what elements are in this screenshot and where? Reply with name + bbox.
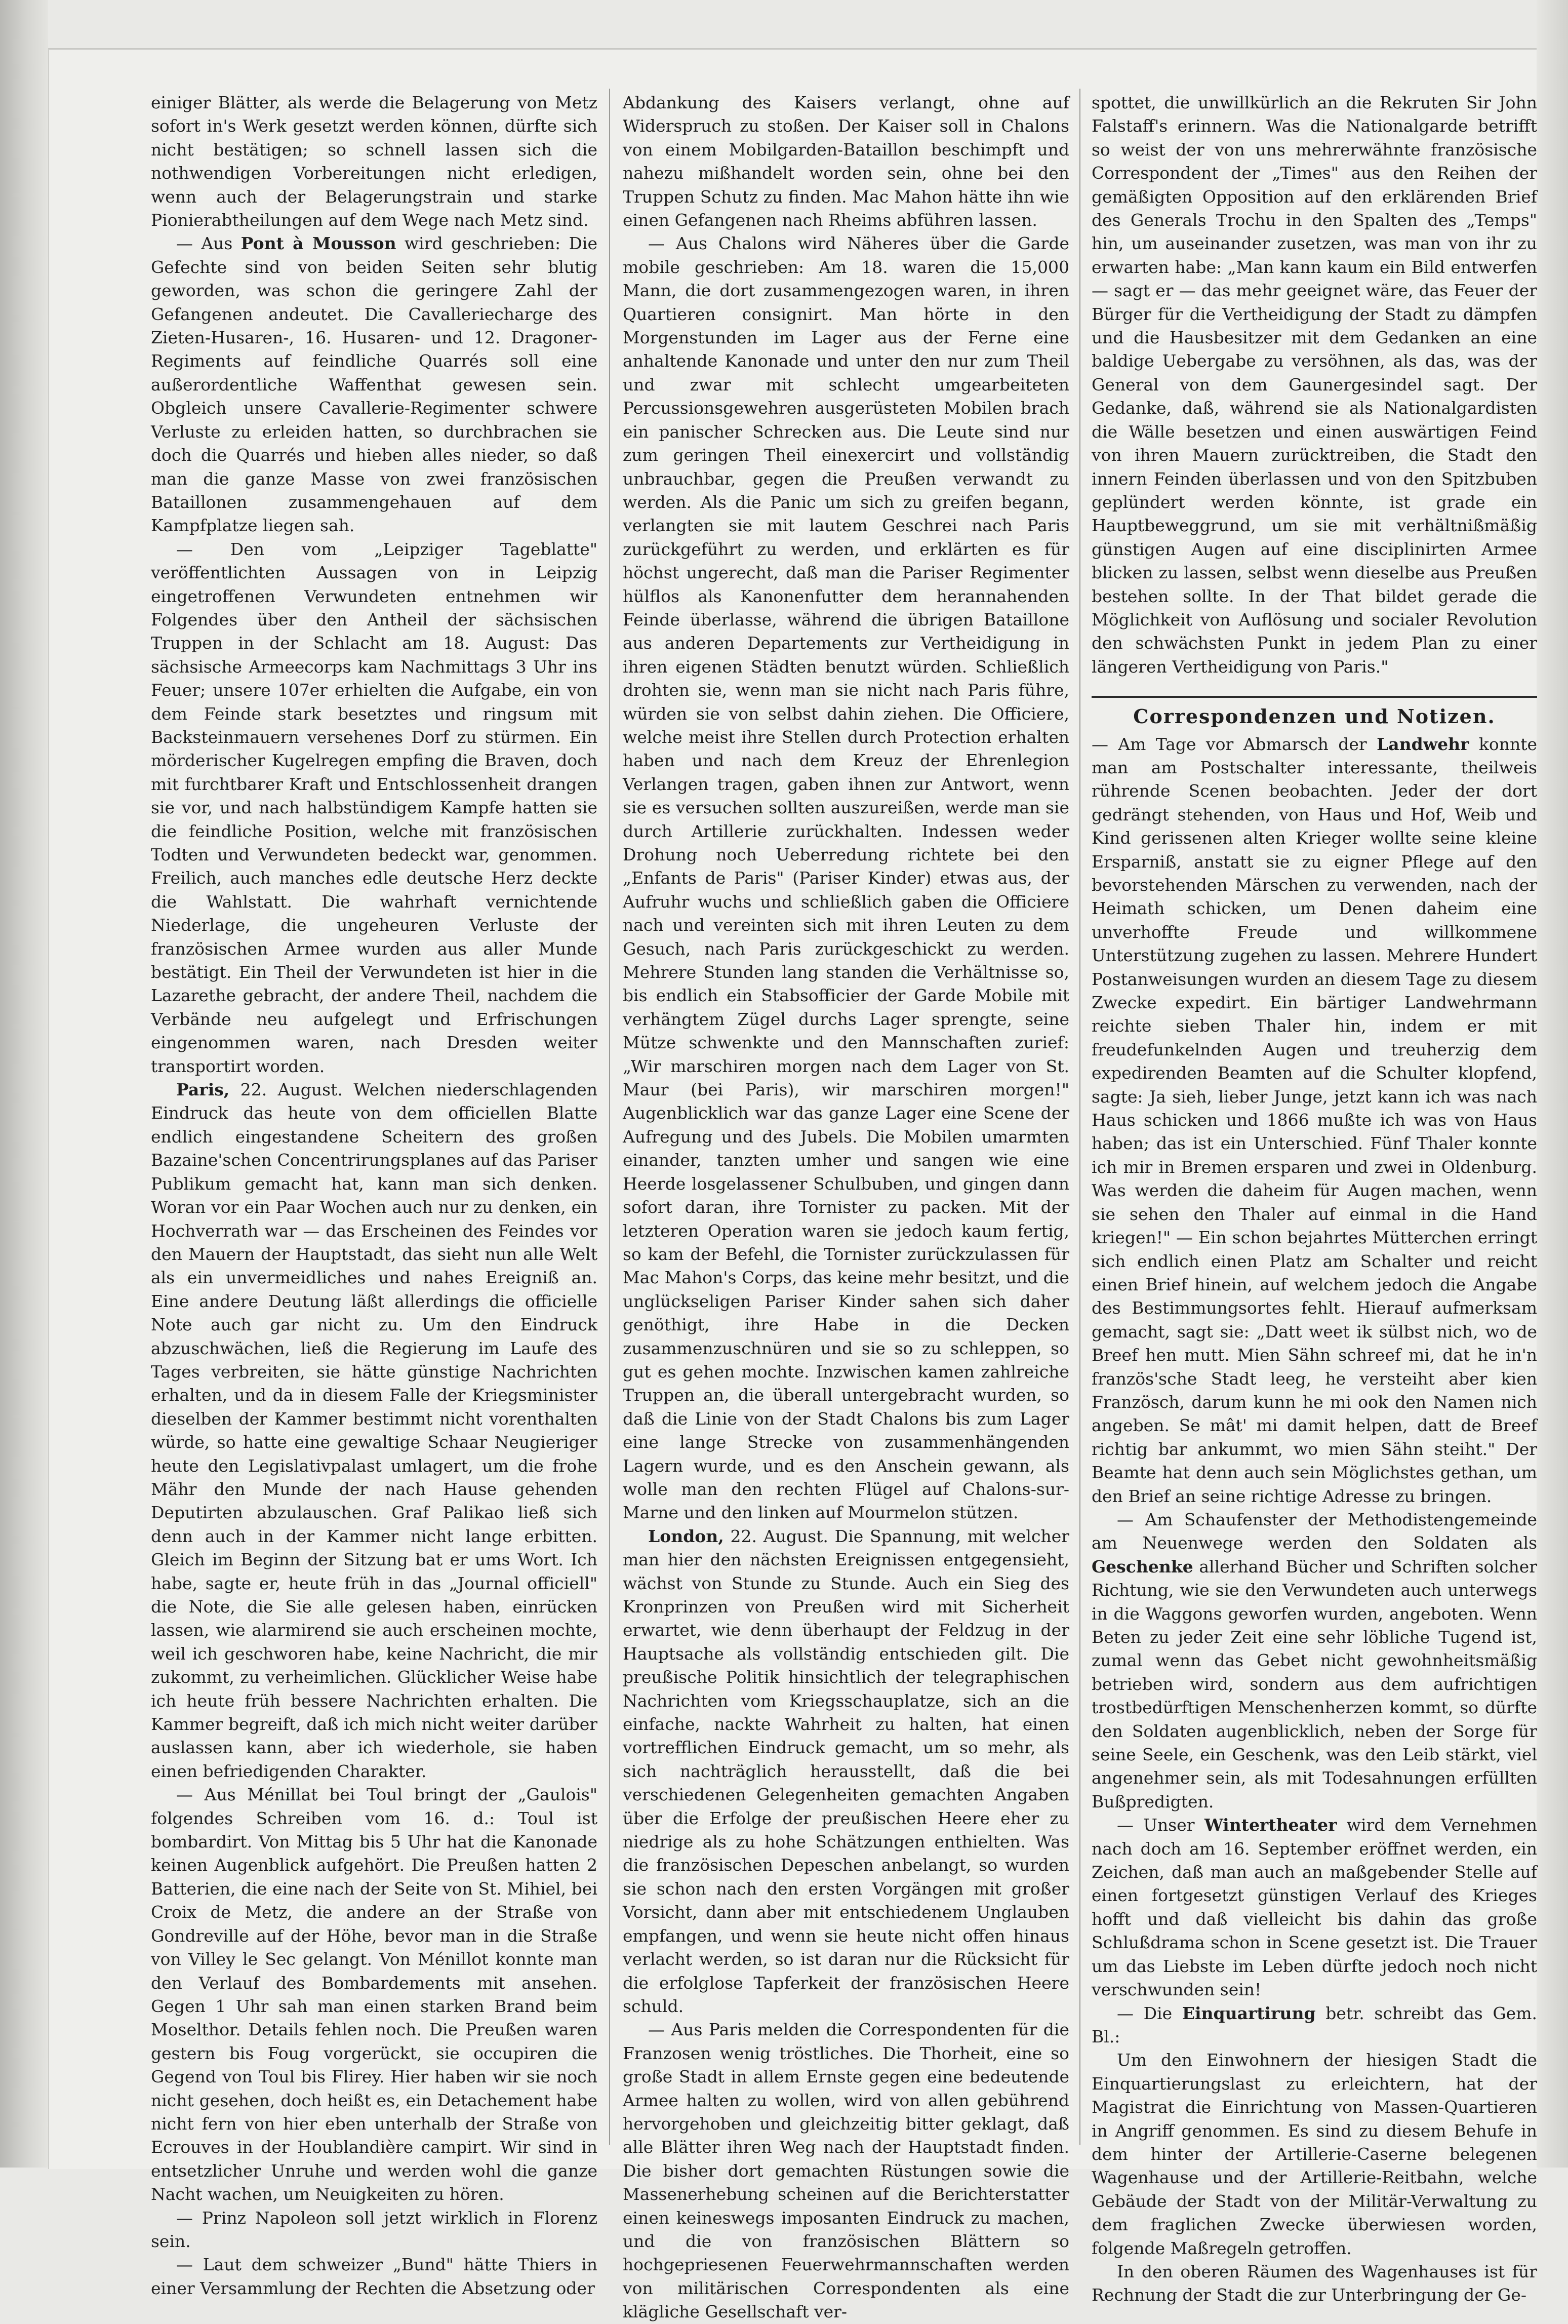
paragraph-lead: — Unser (1117, 1815, 1204, 1835)
article-paragraph: In den oberen Räumen des Wagenhauses ist für Rechnung der Stadt die zur Unterbringung der Ge- (1092, 2261, 1537, 2305)
article-paragraph (151, 232, 597, 537)
article-paragraph: einiger Blätter, als werde die Belagerung von Metz sofort in's Werk gesetzt werden können, dürfte sich nicht bestätigen; so schnell lassen sich die nothwendigen Vorbereitungen nicht erledigen, wenn auch der Belagerungstrain und starke Pionierabtheilungen auf dem Wege nach Metz sind. (151, 93, 597, 230)
article-paragraph: — Aus Chalons wird Näheres über die Garde mobile geschrieben: Am 18. waren die 15,000 Mann, die dort zusammengezogen waren, in ihren Quartieren consignirt. Man hörte in den Morgenstunden im Lager aus der Ferne eine anhaltende Kanonade und unter den nur zum Theil und zwar mit schlecht umgearbeiteten Percussionsgewehren ausgerüsteten Mobilen brach ein panischer Schrecken aus. Die Leute sind nur zum geringen Theil einexercirt und vollständig unbrauchbar, gegen die Preußen verwandt zu werden. Als die Panic um sich zu greifen begann, verlangten sie mit lautem Geschrei nach Paris zurückgeführt zu werden, und erklärten es für höchst ungerecht, daß man die Pariser Regimenter hülflos als Kanonenfutter dem herannahenden Feinde überlasse, während die übrigen Bataillone aus anderen Departements zur Vertheidigung in ihren eigenen Städten benutzt würden. Schließlich drohten sie, wenn man sie nicht nach Paris führe, würden sie von selbst dahin ziehen. Die Officiere, welche meist ihre Stellen durch Protection erhalten haben und nach dem Kreuz der Ehrenlegion Verlangen tragen, gaben ihnen zur Antwort, wenn sie es versuchen sollten auszureißen, werde man sie durch Artillerie zurückhalten. Indessen weder Drohung noch Ueberredung richtete bei den „Enfants de Paris" (Pariser Kinder) etwas aus, der Aufruhr wuchs und schließlich gaben die Officiere nach und vereinten sich mit ihren Leuten zu dem Gesuch, nach Paris zurückgeschickt zu werden. Mehrere Stunden lang standen die Verhältnisse so, bis endlich ein Stabsofficier der Garde Mobile mit verhängtem Zügel durchs Lager sprengte, seine Mütze schwenkte und den Mannschaften zurief: „Wir marschiren morgen nach dem Lager von St. Maur (bei Paris), wir marschiren morgen!" Augenblicklich war das ganze Lager eine Scene der Aufregung und des Jubels. Die Mobilen umarmten einander, tanzten umher und sangen wie eine Heerde losgelassener Schulbuben, und gingen dann sofort daran, ihre Tornister zu packen. Mit der letzteren Operation waren sie jedoch kaum fertig, so kam der Befehl, die Tornister zurückzulassen für Mac Mahon's Corps, das keine mehr besitzt, und die unglückseligen Pariser Kinder sahen sich daher genöthigt, ihre Habe in die Decken zusammenzuschnüren und sie so zu schleppen, so gut es gehen mochte. Inzwischen kamen zahlreiche Truppen an, die überall untergebracht wurden, so daß die Linie von der Stadt Chalons bis zum Lager eine lange Strecke von zusammenhängenden Lagern wurde, und es den Anschein gewann, als wolle man den rechten Flügel auf Chalons-sur-Marne und den linken auf Mourmelon stützen. (623, 233, 1069, 1523)
article-paragraph (623, 1525, 1069, 2019)
paragraph-body: 22. August. Welchen niederschlagenden Eindruck das heute von dem officiellen Blatte endlich eingestandene Scheitern des großen Bazaine'schen Concentrirungsplanes auf das Pariser Publikum gemacht hat, kann man sich denken. Woran vor ein Paar Wochen auch nur zu denken, ein Hochverrath war — das Erscheinen des Feindes vor den Mauern der Hauptstadt, das sieht nun alle Welt als ein unvermeidliches und nahes Ereigniß an. Eine andere Deutung läßt allerdings die officielle Note auch gar nicht zu. Um den Eindruck abzuschwächen, ließ die Regierung im Laufe des Tages verbreiten, sie hätte günstige Nachrichten erhalten, und da in diesem Falle der Kriegsminister dieselben der Kammer bestimmt nicht vorenthalten würde, so hatte eine gewaltige Schaar Neugieriger heute den Legislativpalast umlagert, um die frohe Mähr den Munde der nach Hause gehenden Deputirten abzulauschen. Graf Palikao ließ sich denn auch in der Kammer nicht lange erbitten. Gleich im Beginn der Sitzung bat er ums Wort. Ich habe, sagte er, heute früh in das „Journal officiell" die Note, die Sie alle gelesen haben, einrücken lassen, wie alarmirend sie auch erscheinen mochte, weil ich geschworen habe, keine Nachricht, die mir zukommt, zu verheimlichen. Glücklicher Weise habe ich heute früh bessere Nachrichten erhalten. Die Kammer begreift, daß ich mich nicht weiter darüber auslassen kann, aber ich wiederhole, sie haben einen befriedigenden Charakter. (151, 1080, 597, 1781)
paragraph-lead: — Die (1117, 2003, 1182, 2023)
headline-keyword: Einquartirung (1182, 2003, 1316, 2023)
column-2 (623, 91, 1069, 2324)
article-paragraph: Um den Einwohnern der hiesigen Stadt die Einquartierungslast zu erleichtern, hat der Magistrat die Einrichtung von Massen-Quartieren in Angriff genommen. Es sind zu diesem Behufe in dem hinter der Artillerie-Caserne belegenen Wagenhause und der Artillerie-Reitbahn, welche Gebäude der Stadt von der Militär-Verwaltung zu dem fraglichen Zwecke überwiesen worden, folgende Maßregeln getroffen. (1092, 2050, 1537, 2258)
column-3-top-articles (1092, 91, 1537, 679)
column-3-notices (1092, 733, 1537, 2307)
article-paragraph (1092, 733, 1537, 1508)
paragraph-lead: — Aus (176, 233, 241, 254)
article-paragraph (151, 1078, 597, 1783)
article-paragraph: — Prinz Napoleon soll jetzt wirklich in Florenz sein. (151, 2208, 597, 2251)
article-paragraph: Abdankung des Kaisers verlangt, ohne auf Widerspruch zu stoßen. Der Kaiser soll in Chalons von einem Mobilgarden-Bataillon beschimpft und nahezu mißhandelt worden sein, ohne bei den Truppen Schutz zu finden. Mac Mahon hätte ihn wie einen Gefangenen nach Rheims abführen lassen. (623, 93, 1069, 230)
paragraph-body: wird dem Vernehmen nach doch am 16. September eröffnet werden, ein Zeichen, daß man auch an maßgebender Stelle auf einen fortgesetzt günstigen Verlauf des Krieges hofft und daß vielleicht bis dahin das große Schlußdrama schon in Scene gesetzt ist. Die Trauer um das Liebste im Leben dürfte jedoch noch nicht verschwunden sein! (1092, 1815, 1537, 2000)
article-paragraph (1092, 1508, 1537, 1814)
page-right-edge (1537, 0, 1568, 2168)
column-rule-1 (609, 89, 610, 2145)
headline-keyword: Paris, (176, 1080, 230, 1100)
headline-keyword: London, (648, 1526, 724, 1546)
column-3 (1092, 91, 1537, 2307)
paragraph-body: wird geschrieben: Die Gefechte sind von beiden Seiten sehr blutig geworden, was schon die geringere Zahl der Gefangenen andeutet. Die Cavalleriecharge des Zieten-Husaren-, 16. Husaren- und 12. Dragoner-Regiments auf feindliche Quarrés soll eine außerordentliche Waffenthat gewesen sein. Obgleich unsere Cavallerie-Regimenter schwere Verluste zu erleiden hatten, so durchbrachen sie doch die Quarrés und hieben alles nieder, so daß man die ganze Masse von zwei französischen Bataillonen zusammengehauen auf dem Kampfplatze liegen sah. (151, 233, 598, 536)
headline-keyword: Wintertheater (1204, 1815, 1337, 1835)
headline-keyword: Landwehr (1377, 734, 1469, 754)
paragraph-lead: — Am Tage vor Abmarsch der (1092, 734, 1377, 754)
article-paragraph (1092, 1814, 1537, 2001)
column-rule-2 (1079, 89, 1080, 2145)
paragraph-lead: — Am Schaufenster der Methodistengemeinde am Neuenwege werden den Soldaten als (1092, 1509, 1537, 1553)
headline-keyword: Pont à Mousson (240, 233, 396, 254)
article-paragraph (1092, 2002, 1537, 2049)
headline-keyword: Geschenke (1092, 1556, 1193, 1577)
article-paragraph: — Laut dem schweizer „Bund" hätte Thiers in einer Versammlung der Rechten die Absetzung oder (151, 2255, 597, 2298)
column-1 (151, 91, 597, 2300)
paragraph-body: 22. August. Die Spannung, mit welcher man hier den nächsten Ereignissen entgegensieht, wächst von Stunde zu Stunde. Auch ein Sieg des Kronprinzen von Preußen wird mit Sicherheit erwartet, wie denn überhaupt der Feldzug in der Hauptsache als vollständig entschieden gilt. Die preußische Politik hinsichtlich der telegraphischen Nachrichten vom Kriegsschauplatze, sich an die einfache, nackte Wahrheit zu halten, hat einen vortrefflichen Eindruck gemacht, um so mehr, als sich nachträglich herausstellt, daß die bei verschiedenen Gelegenheiten gemachten Angaben über die Erfolge der preußischen Heere eher zu niedrige als zu hohe Schätzungen enthielten. Was die französischen Depeschen anbelangt, so wurden sie schon nach den ersten Vorgängen mit großer Vorsicht, dann aber mit entschiedenem Unglauben empfangen, und wenn sie heute nicht offen hinaus verlacht werden, so ist daran nur die Rücksicht für die erfolglose Tapferkeit der französischen Heere schuld. (623, 1526, 1069, 2016)
paragraph-body: allerhand Bücher und Schriften solcher Richtung, wie sie den Verwundeten auch unterwegs in die Waggons geworfen wurden, angeboten. Wenn Beten zu jeder Zeit eine sehr löbliche Tugend ist, zumal wenn das Gebet nicht gewohnheitsmäßig betrieben wird, sondern aus dem aufrichtigen trostbedürftigen Menschenherzen kommt, so dürfte den Soldaten augenblicklich, neben der Sorge für seine Seele, ein Geschenk, was den Leib stärkt, viel angenehmer sein, als mit Todesahnungen erfüllten Bußpredigten. (1092, 1556, 1537, 1811)
article-paragraph: — Den vom „Leipziger Tageblatte" veröffentlichten Aussagen von in Leipzig eingetroffenen Verwundeten entnehmen wir Folgendes über den Antheil der sächsischen Truppen in der Schlacht am 18. August: Das sächsische Armeecorps kam Nachmittags 3 Uhr ins Feuer; unsere 107er erhielten die Aufgabe, ein von dem Feinde stark besetztes und ringsum mit Backsteinmauern versehenes Dorf zu stürmen. Ein mörderischer Kugelregen empfing die Braven, doch mit furchtbarer Kraft und Entschlossenheit drangen sie vor, und nach halbstündigem Kampfe hatten sie die feindliche Position, welche mit französischen Todten und Verwundeten bedeckt war, genommen. Freilich, auch manches edle deutsche Herz deckte die Wahlstatt. Die wahrhaft vernichtende Niederlage, die ungeheuren Verluste der französischen Armee wurden aus aller Munde bestätigt. Ein Theil der Verwundeten ist hier in die Lazarethe gebracht, der andere Theil, nachdem die Verbände neu aufgelegt und Erfrischungen eingenommen waren, nach Dresden weiter transportirt worden. (151, 539, 597, 1076)
article-paragraph: — Aus Ménillat bei Toul bringt der „Gaulois" folgendes Schreiben vom 16. d.: Toul ist bombardirt. Von Mittag bis 5 Uhr hat die Kanonade keinen Augenblick aufgehört. Die Preußen hatten 2 Batterien, die eine nach der Seite von St. Mihiel, bei Croix de Metz, die andere an der Straße von Gondreville auf der Höhe, bevor man in die Straße von Villey le Sec gelangt. Von Ménillot konnte man den Verlauf des Bombardements mit ansehen. Gegen 1 Uhr sah man einen starken Brand beim Moselthor. Details fehlen noch. Die Preußen waren gestern bis Foug vorgerückt, sie occupiren die Gegend von Toul bis Flirey. Hier haben wir sie noch nicht gesehen, doch heißt es, ein Detachement habe nicht fern von hier eben unterhalb der Straße von Ecrouves in der Houblandière campirt. Wir sind in entsetzlicher Unruhe und werden wohl die ganze Nacht wachen, um Neuigkeiten zu hören. (151, 1785, 597, 2204)
book-binding-edge (0, 0, 48, 2168)
article-paragraph: spottet, die unwillkürlich an die Rekruten Sir John Falstaff's erinnern. Was die Nationalgarde betrifft so weist der von uns mehrerwähnte französische Correspondent der „Times" aus den Reihen der gemäßigten Opposition auf den erklärenden Brief des Generals Trochu in den Spalten des „Temps" hin, um auseinander zusetzen, was man von ihr zu erwarten habe: „Man kann kaum ein Bild entwerfen — sagt er — das mehr geeignet wäre, das Feuer der Bürger für die Vertheidigung der Stadt zu dämpfen und die Hausbesitzer mit dem Gedanken an eine baldige Uebergabe zu versöhnen, als das, was der General von dem Gaunergesindel sagt. Der Gedanke, daß, während sie als Nationalgardisten die Wälle besetzen und einen auswärtigen Feind von ihren Mauern zurücktreiben, die Stadt den innern Feinden überlassen und von den Spitzbuben geplündert werden könnte, ist grade ein Hauptbeweggrund, um sie mit verhältnißmäßig günstigen Augen auf eine disciplinirten Armee blicken zu lassen, selbst wenn dieselbe aus Preußen bestehen sollte. In der That bildet gerade die Möglichkeit von Auflösung und socialer Revolution den schwächsten Punkt in jedem Plan zu einer längeren Vertheidigung von Paris." (1092, 93, 1537, 677)
section-heading: Correspondenzen und Notizen. (1092, 696, 1537, 728)
paragraph-body: betr. schreibt das Gem. Bl.: (1092, 2003, 1537, 2046)
article-paragraph: — Aus Paris melden die Correspondenten für die Franzosen wenig tröstliches. Die Thorheit, eine so große Stadt in allem Ernste gegen eine bedeutende Armee halten zu wollen, wird von allen gebührend hervorgehoben und gleichzeitig bitter geklagt, daß alle Blätter ihren Weg nach der Hauptstadt finden. Die bisher dort gemachten Rüstungen sowie die Massenerhebung scheinen auf die Berichterstatter einen keineswegs imposanten Eindruck zu machen, und die von französischen Blättern so hochgepriesenen Feuerwehrmannschaften werden von militärischen Correspondenten als eine klägliche Gesellschaft ver- (623, 2020, 1069, 2322)
paragraph-body: konnte man am Postschalter interessante, theilweis rührende Scenen beobachten. Jeder der dort gedrängt stehenden, von Haus und Hof, Weib und Kind gerissenen alten Krieger wollte seine kleine Ersparniß, anstatt sie zu eigner Pflege auf den bevorstehenden Märschen zu verwenden, nach der Heimath schicken, um Denen daheim eine unverhoffte Freude und willkommene Unterstützung zugehen zu lassen. Mehrere Hundert Postanweisungen wurden an diesem Tage zu diesem Zwecke expedirt. Ein bärtiger Landwehrmann reichte sieben Thaler hin, indem er mit freudefunkelnden Augen und treuherzig dem expedirenden Beamten auf die Schulter klopfend, sagte: Ja sieh, lieber Junge, jetzt kann ich was nach Haus schicken und 1866 mußte ich was von Haus haben; das ist ein Unterschied. Fünf Thaler konnte ich mir in Bremen ersparen und zwei in Oldenburg. Was werden die daheim für Augen machen, wenn sie sehen den Thaler auf einmal in die Hand kriegen!" — Ein schon bejahrtes Mütterchen erringt sich endlich einen Platz am Schalter und reicht einen Brief hinein, auf welchem jedoch die Angabe des Bestimmungsortes fehlt. Hierauf aufmerksam gemacht, sagt sie: „Datt weet ik sülbst nich, wo de Breef hen mutt. Mien Sähn schreef mi, dat he in'n französ'sche Stadt leeg, he versteiht aber kien Französch, darum kunn he mi ook den Namen nich angeben. Se mât' mi damit helpen, datt de Breef richtig bar ankummt, wo mien Sähn steiht." Der Beamte hat denn auch sein Möglichstes gethan, um den Brief an seine richtige Adresse zu bringen. (1092, 734, 1538, 1506)
